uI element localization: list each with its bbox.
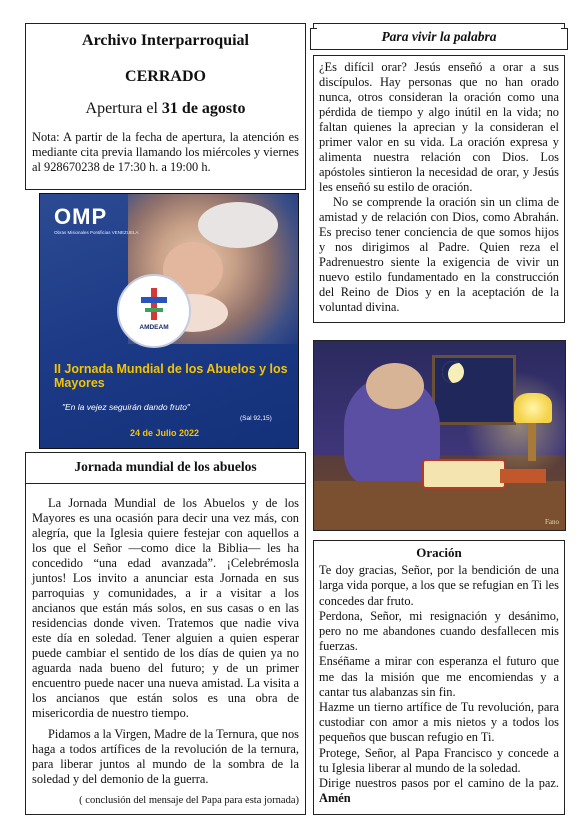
amdeam-seal <box>117 274 191 348</box>
jornada-title: Jornada mundial de los abuelos <box>74 459 257 474</box>
archive-title: Archivo Interparroquial <box>82 32 249 49</box>
oracion-amen: Amén <box>319 791 351 806</box>
jornada-divider <box>26 483 305 484</box>
grandfather-hair <box>198 202 278 248</box>
archive-notice <box>25 23 306 190</box>
jornada-article <box>25 452 306 815</box>
moon-icon <box>442 361 464 383</box>
oracion-line: Dirige nuestros pasos por el camino de la paz. <box>319 776 559 791</box>
oracion-line: Hazme un tierno artífice de Tu revolución, para custodiar con amor a mis nietos y a todos los pequeños que buscan refugio en Ti. <box>319 700 559 745</box>
poster-date: 24 de Julio 2022 <box>130 428 200 438</box>
lamp-base <box>528 423 536 461</box>
para-vivir-title: Para vivir la palabra <box>313 23 565 50</box>
person-head <box>366 363 424 409</box>
jornada-closing: ( conclusión del mensaje del Papa para esta jornada) <box>79 795 299 806</box>
archive-note: Nota: A partir de la fecha de apertura, la atención es mediante cita previa llamando los miércoles y viernes al 928670238 de 17:30 h. a 19:00 h. <box>32 130 299 174</box>
archive-opening <box>32 100 299 118</box>
cross-icon <box>141 288 167 320</box>
oracion-line: Enséñame a mirar con esperanza el futuro que me das la misión que me encomiendas y a cantar tus alabanzas sin fin. <box>319 654 559 699</box>
oracion-box <box>313 540 565 815</box>
praying-illustration <box>313 340 566 531</box>
oracion-line: Protege, Señor, al Papa Francisco y concede a tu Iglesia liberar al mundo de la soledad. <box>319 745 559 775</box>
oracion-line: Perdona, Señor, mi resignación y desánimo, pero no me abandones cuando desfallecen mis fuerzas. <box>319 608 559 654</box>
oracion-line: Te doy gracias, Señor, por la bendición de una larga vida porque, a los que se refugian en Ti les concedes dar fruto. <box>319 563 559 608</box>
open-bible <box>422 459 506 489</box>
jornada-paragraph: Pidamos a la Virgen, Madre de la Ternura, que nos haga a todos artífices de la revolución de la ternura, para liberar juntos al mundo de la sombra de la soledad y del demonio de la guerra. <box>32 727 299 786</box>
oracion-last-line <box>319 776 559 806</box>
jornada-paragraph: La Jornada Mundial de los Abuelos y de los Mayores es una ocasión para decir una vez más, con alegría, que la Iglesia quiere festejar con aquellos a los que el Señor —como dice la Biblia— les ha concedido “una edad avanzada”. ¡Celebrémosla juntos! Los invito a anunciar esta Jornada en sus parroquias y comunidades, a ir a visitar a los ancianos que están más solos, en sus casas o en las residencias donde viven. Tratemos que nadie viva este día en soledad. Tener alguien a quien esperar puede cambiar el sentido de los días de quien ya no aguarda nada bueno del futuro; y de un primer encuentro puede nacer una nueva amistad. La visita a los ancianos que están solos es una obra de misericordia de nuestro tiempo. <box>32 496 299 720</box>
omp-logo-sub: Obras Misionales Pontificias VENEZUELA <box>54 230 139 235</box>
archive-opening-prefix: Apertura el <box>85 100 162 117</box>
poster-title: II Jornada Mundial de los Abuelos y los Mayores <box>54 362 288 390</box>
para-vivir-paragraph: No se comprende la oración sin un clima de amistad y de relación con Dios, como Abrahán. Es preciso tener conciencia de que somos hijos y nos dirigimos al Padre. Quien reza el Padrenuestro siente la exigencia de vivir un nuevo estilo fundamentado en la construcción del Reino de Dios y en la aceptación de la voluntad divina. <box>319 195 559 314</box>
oracion-title: Oración <box>416 545 462 560</box>
archive-status: CERRADO <box>125 68 206 85</box>
illustrator-signature: Fano <box>545 518 559 526</box>
poster-reference: (Sal 92,15) <box>240 415 272 422</box>
archive-opening-date: 31 de agosto <box>161 100 246 117</box>
amdeam-label: AMDEAM <box>139 324 169 331</box>
jornada-body <box>32 496 299 787</box>
jornada-poster <box>39 193 299 449</box>
omp-logo <box>54 204 139 235</box>
lamp-shade <box>514 393 552 423</box>
omp-logo-text: OMP <box>54 204 108 229</box>
para-vivir-paragraph: ¿Es difícil orar? Jesús enseñó a orar a sus discípulos. Hay personas que no han orado nunca, otros consideran la oración como una pérdida de tiempo y algo inútil en la vida; no faltan quienes la aprecian y la consideran el primer valor en su vida. La oración expresa y alimenta nuestra relación con Dios. Los apóstoles sintieron la necesidad de orar, y Jesús les enseñó su estilo de oración. <box>319 60 559 194</box>
para-vivir-text <box>313 55 565 323</box>
closed-book <box>500 469 546 483</box>
poster-quote: "En la vejez seguirán dando fruto" <box>62 402 190 412</box>
